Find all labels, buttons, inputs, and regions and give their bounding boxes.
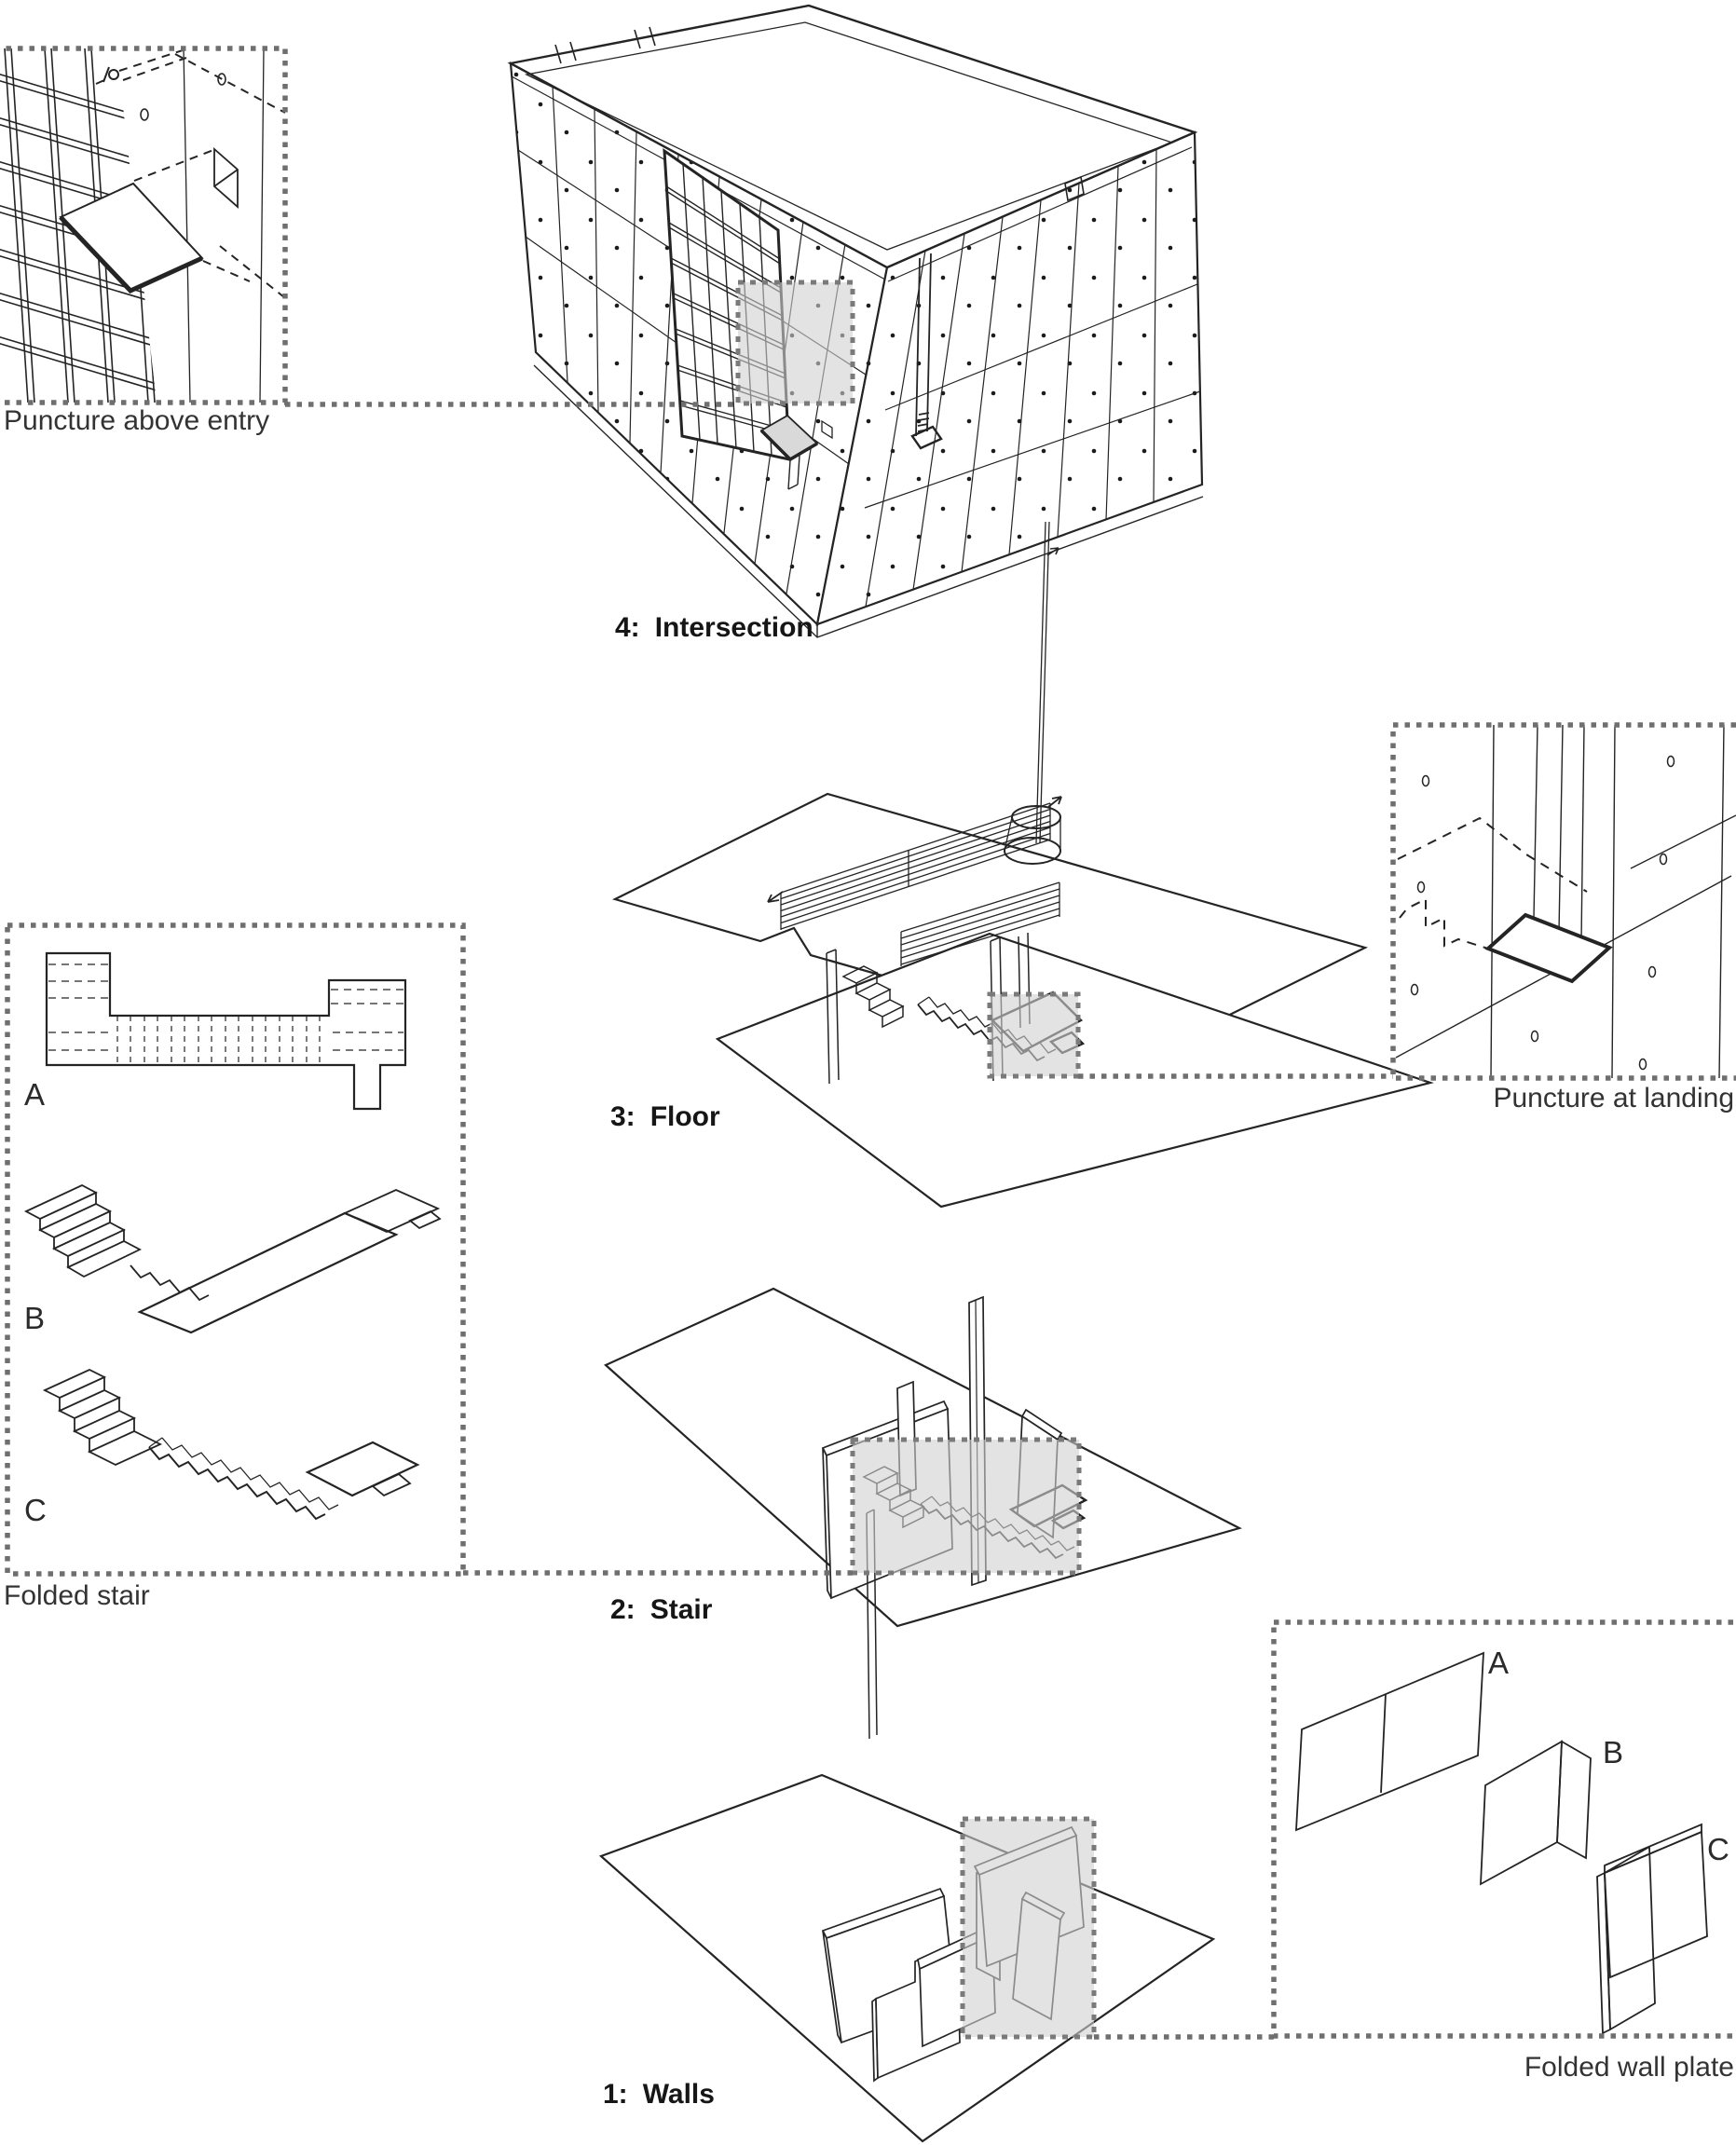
light-pole (1036, 522, 1059, 843)
label-section-stair (610, 1595, 712, 1625)
section-name: Floor (649, 1101, 720, 1132)
label-puncture-at-landing: Puncture at landing (1493, 1083, 1734, 1113)
label-puncture-above-entry: Puncture above entry (4, 405, 270, 436)
folded-stair-step-a-letter: A (24, 1077, 46, 1112)
stair-pattern-b-partial-fold (26, 1185, 440, 1332)
callout-puncture-above-entry-box (0, 48, 285, 403)
wall-plate-c-folded (1597, 1824, 1707, 2033)
section-number: 4: (615, 612, 640, 643)
label-section-walls (603, 2080, 715, 2110)
section-number: 3: (610, 1101, 636, 1132)
callout-folded-stair-box (7, 925, 463, 1574)
wall-plate-step-b-letter: B (1603, 1735, 1624, 1769)
wall-plate-step-c-letter: C (1707, 1832, 1729, 1866)
section-number: 2: (610, 1594, 636, 1625)
stair-highlight-region (853, 1440, 1079, 1573)
wall-plate-b-partial-fold (1481, 1742, 1591, 1884)
section-name: Intersection (654, 612, 813, 643)
label-folded-wall-plate: Folded wall plate (1524, 2052, 1734, 2083)
wall-plate-a-flat (1296, 1653, 1483, 1830)
tie-hole-icons (141, 74, 226, 120)
diamond-window-icon (214, 149, 238, 207)
wall-plate-step-a-letter: A (1488, 1646, 1510, 1680)
anchor-pin-icon (96, 67, 118, 84)
stair-pattern-c-folded (45, 1370, 417, 1519)
callout-puncture-at-landing-box (1393, 725, 1736, 1078)
stair-pattern-a-flat (47, 953, 405, 1109)
section-name: Walls (642, 2079, 715, 2110)
label-section-intersection (615, 613, 813, 643)
walls-highlight-region (963, 1819, 1094, 2037)
label-folded-stair: Folded stair (4, 1580, 150, 1611)
landing-plate (1488, 915, 1609, 981)
callout-folded-wall-plate-box (1274, 1622, 1736, 2036)
label-section-floor (610, 1102, 720, 1132)
intersection-highlight-region (738, 282, 853, 403)
dotted-frame (1274, 1622, 1736, 2036)
assembly-stair (606, 1289, 1239, 1739)
landing-tie-holes (1412, 757, 1674, 1070)
wall-joint-lines (184, 48, 264, 403)
folded-stair-step-b-letter: B (24, 1301, 46, 1335)
floor-highlight-region (990, 994, 1078, 1076)
folded-stair-step-c-letter: C (24, 1493, 47, 1527)
landing-wall-lines (1396, 725, 1736, 1078)
building-intersection (511, 6, 1203, 637)
section-name: Stair (649, 1594, 713, 1625)
section-number: 1: (603, 2079, 628, 2110)
